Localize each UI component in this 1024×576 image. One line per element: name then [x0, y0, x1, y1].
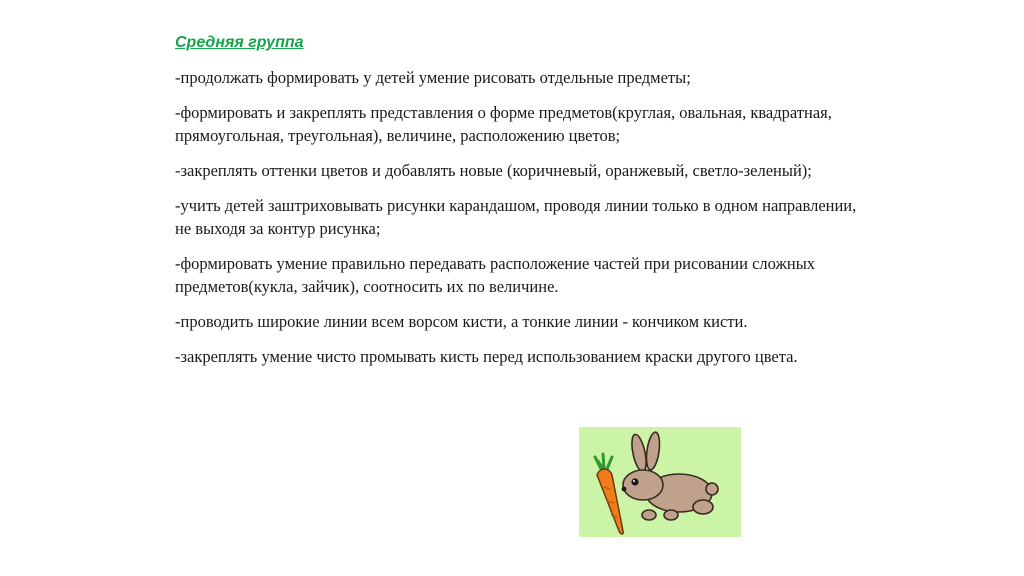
- objective-item: -закреплять оттенки цветов и добавлять новые (коричневый, оранжевый, светло-зеленый);: [175, 161, 812, 180]
- objectives-list: [175, 66, 865, 380]
- rabbit-carrot-illustration: [579, 427, 741, 537]
- carrot-icon: [595, 454, 623, 534]
- objective-item: -учить детей заштриховывать рисунки карандашом, проводя линии только в одном направлении, не выходя за контур рисунка;: [175, 196, 857, 238]
- objective-item: -проводить широкие линии всем ворсом кисти, а тонкие линии - кончиком кисти.: [175, 312, 748, 331]
- objective-item: -формировать и закреплять представления о форме предметов(круглая, овальная, квадратная, прямоугольная, треугольная), величине, расположению цветов;: [175, 103, 832, 145]
- objective-item: -продолжать формировать у детей умение рисовать отдельные предметы;: [175, 68, 691, 87]
- objective-item: -формировать умение правильно передавать расположение частей при рисовании сложных предметов(кукла, зайчик), соотносить их по величине.: [175, 254, 816, 296]
- objective-item: -закреплять умение чисто промывать кисть перед использованием краски другого цвета.: [175, 347, 798, 366]
- rabbit-icon: [622, 431, 718, 520]
- slide-title: Средняя группа: [175, 34, 304, 51]
